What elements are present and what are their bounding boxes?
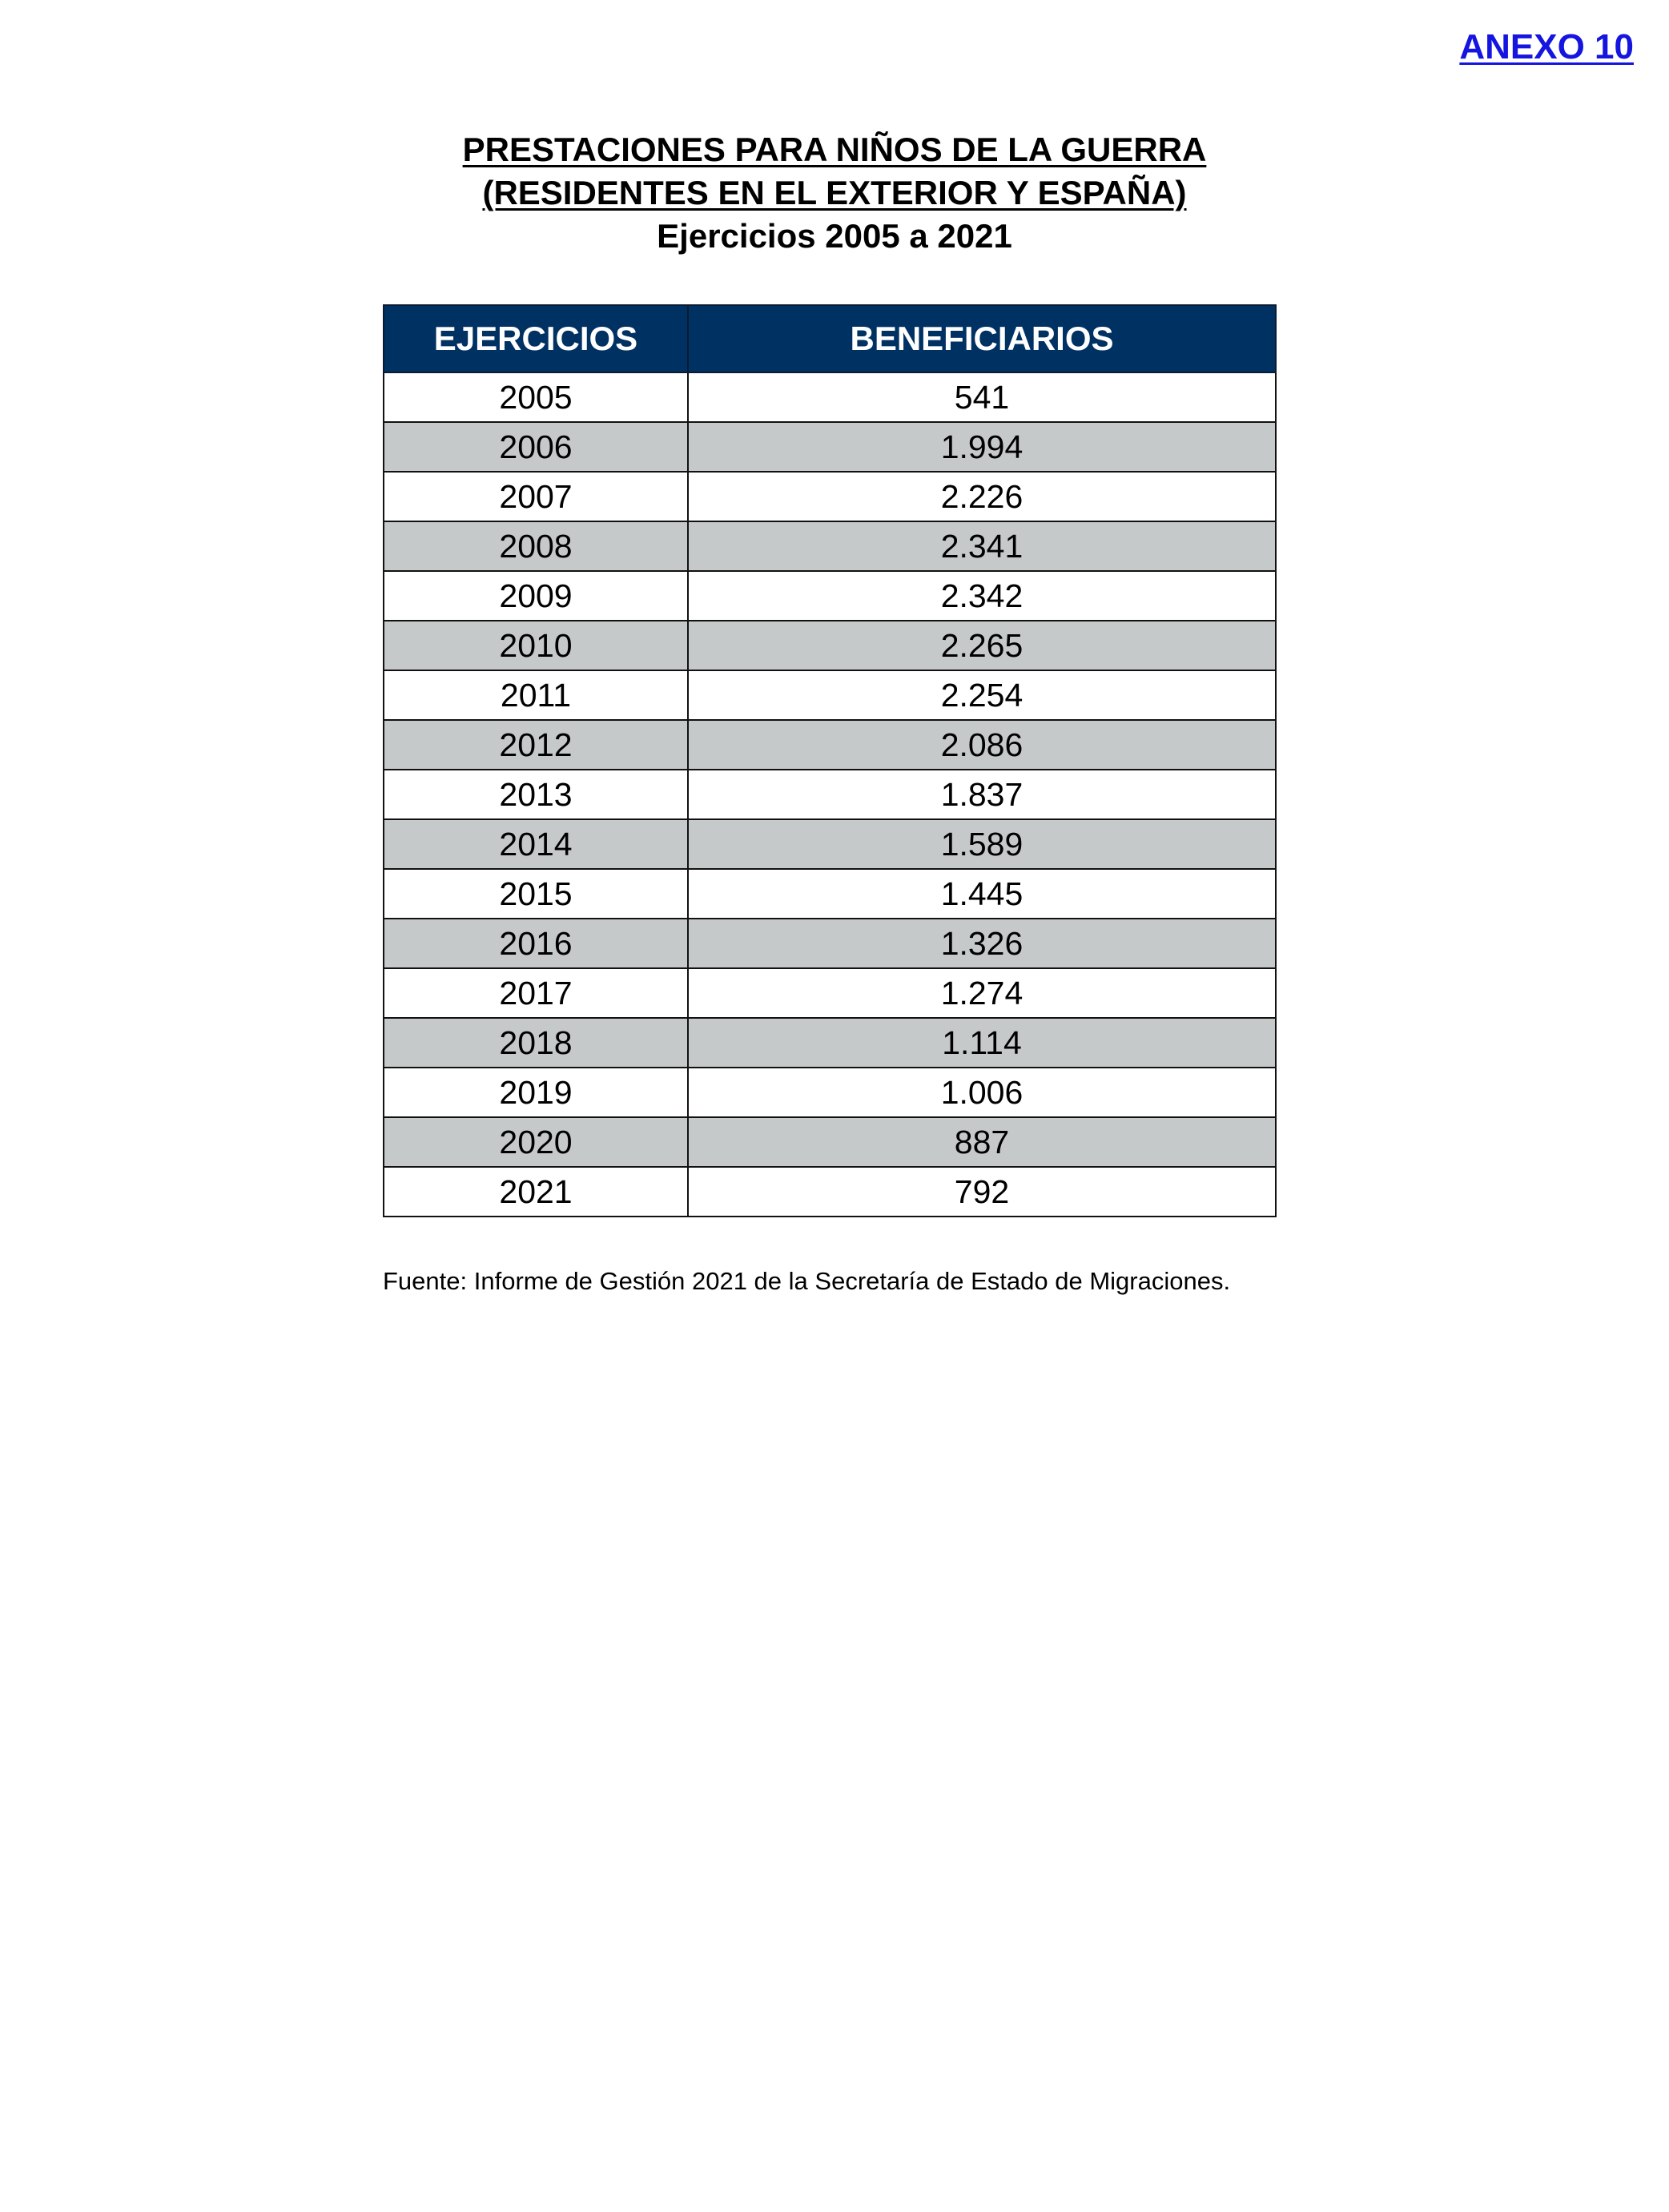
title-period: Ejercicios 2005 a 2021	[657, 217, 1012, 255]
table-row	[384, 869, 1276, 919]
table-row	[384, 571, 1276, 621]
cell-beneficiaries: 1.994	[688, 422, 1276, 472]
table-row	[384, 919, 1276, 968]
cell-year: 2015	[384, 869, 688, 919]
table-row	[384, 472, 1276, 521]
column-header-ejercicios: EJERCICIOS	[384, 305, 688, 372]
cell-beneficiaries: 2.226	[688, 472, 1276, 521]
table-row	[384, 1018, 1276, 1068]
cell-beneficiaries: 541	[688, 372, 1276, 422]
table-body	[384, 372, 1276, 1217]
title-main: PRESTACIONES PARA NIÑOS DE LA GUERRA	[462, 131, 1207, 168]
cell-beneficiaries: 1.274	[688, 968, 1276, 1018]
cell-year: 2016	[384, 919, 688, 968]
cell-beneficiaries: 2.265	[688, 621, 1276, 670]
table-row	[384, 621, 1276, 670]
table-row	[384, 720, 1276, 770]
cell-year: 2014	[384, 819, 688, 869]
cell-beneficiaries: 1.589	[688, 819, 1276, 869]
cell-year: 2008	[384, 521, 688, 571]
table-row	[384, 1167, 1276, 1217]
cell-year: 2019	[384, 1068, 688, 1117]
table-row	[384, 372, 1276, 422]
table-row	[384, 670, 1276, 720]
cell-year: 2011	[384, 670, 688, 720]
cell-beneficiaries: 1.326	[688, 919, 1276, 968]
cell-beneficiaries: 792	[688, 1167, 1276, 1217]
cell-year: 2013	[384, 770, 688, 819]
cell-beneficiaries: 1.837	[688, 770, 1276, 819]
table-row	[384, 1117, 1276, 1167]
cell-year: 2006	[384, 422, 688, 472]
title-subtitle: (RESIDENTES EN EL EXTERIOR Y ESPAÑA)	[482, 174, 1187, 211]
table-header-row	[384, 305, 1276, 372]
cell-year: 2017	[384, 968, 688, 1018]
cell-beneficiaries: 2.254	[688, 670, 1276, 720]
cell-year: 2010	[384, 621, 688, 670]
cell-year: 2009	[384, 571, 688, 621]
cell-beneficiaries: 2.086	[688, 720, 1276, 770]
cell-beneficiaries: 2.342	[688, 571, 1276, 621]
table-row	[384, 521, 1276, 571]
table-row	[384, 819, 1276, 869]
cell-beneficiaries: 2.341	[688, 521, 1276, 571]
table-row	[384, 770, 1276, 819]
cell-year: 2007	[384, 472, 688, 521]
cell-beneficiaries: 1.445	[688, 869, 1276, 919]
cell-year: 2020	[384, 1117, 688, 1167]
cell-year: 2018	[384, 1018, 688, 1068]
title-block	[0, 128, 1669, 258]
cell-year: 2021	[384, 1167, 688, 1217]
cell-year: 2012	[384, 720, 688, 770]
column-header-beneficiarios: BENEFICIARIOS	[688, 305, 1276, 372]
source-note: Fuente: Informe de Gestión 2021 de la Secretaría de Estado de Migraciones.	[383, 1267, 1231, 1295]
table-row	[384, 422, 1276, 472]
cell-beneficiaries: 1.006	[688, 1068, 1276, 1117]
cell-year: 2005	[384, 372, 688, 422]
annex-link[interactable]: ANEXO 10	[1459, 27, 1634, 66]
table-row	[384, 1068, 1276, 1117]
beneficiaries-table	[383, 304, 1277, 1217]
table-row	[384, 968, 1276, 1018]
cell-beneficiaries: 1.114	[688, 1018, 1276, 1068]
cell-beneficiaries: 887	[688, 1117, 1276, 1167]
